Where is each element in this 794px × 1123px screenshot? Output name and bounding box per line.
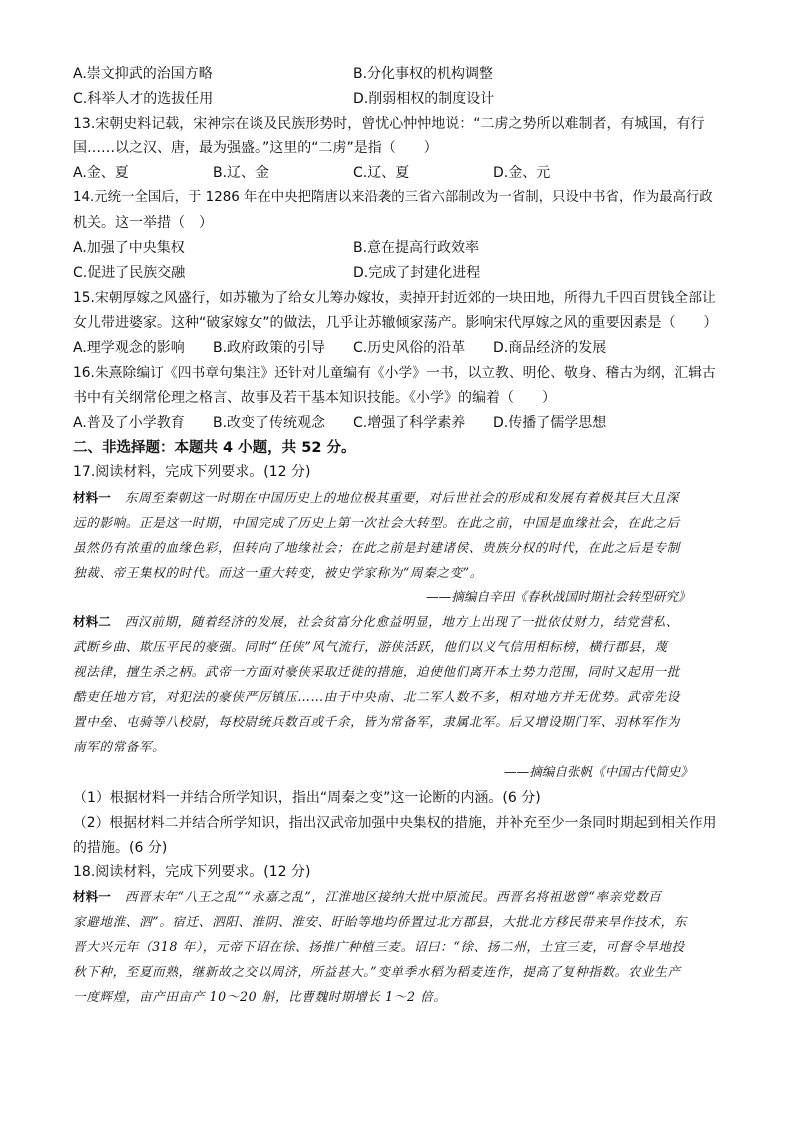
q12-option-d: D.削弱相权的制度设计 <box>353 91 495 107</box>
q13-option-a: A.金、夏 <box>73 165 129 181</box>
q15-option-c: C.历史风俗的沿革 <box>353 340 466 356</box>
q16-option-c: C.增强了科学素养 <box>353 415 466 431</box>
q18-material1-line2: 家避地淮、泗”。宿迁、泗阳、淮阴、淮安、盱眙等地均侨置过北方郡县，大批北方移民带来旱作技术，东 <box>73 914 687 929</box>
q17-material1-line2: 远的影响。正是这一时期，中国完成了历史上第一次社会大转型。在此之前，中国是血缘社会，在此之后 <box>73 515 680 530</box>
q13-stem-line2: 国……以之汉、唐，最为强盛。”这里的“二虏”是指（ ） <box>73 140 438 156</box>
q17-material1-line3: 虽然仍有浓重的血缘色彩，但转向了地缘社会；在此之前是封建诸侯、贵族分权的时代，在此之后是专制 <box>73 540 680 555</box>
q16-option-b: B.改变了传统观念 <box>213 415 326 431</box>
q15-stem-line1: 15.宋朝厚嫁之风盛行，如苏辙为了给女儿筹办嫁妆，卖掉开封近郊的一块田地，所得九千四百贯钱全部让 <box>73 290 716 306</box>
q17-material2-source: ——摘编自张帆《中国古代简史》 <box>504 764 693 779</box>
q14-option-c: C.促进了民族交融 <box>73 265 186 281</box>
q17-material2-label: 材料二 <box>73 614 111 629</box>
q13-option-b: B.辽、金 <box>213 165 270 181</box>
q13-option-c: C.辽、夏 <box>353 165 410 181</box>
q18-material1-line3: 晋大兴元年（318 年），元帝下诏在徐、扬推广种植三麦。诏曰：“徐、扬二州，土宜三麦，可督令旱地投 <box>73 939 685 954</box>
q12-option-c: C.科举人才的选拔任用 <box>73 91 214 107</box>
q12-option-a: A.崇文抑武的治国方略 <box>73 66 213 82</box>
q12-option-b: B.分化事权的机构调整 <box>353 66 494 82</box>
q18-material1-line5: 一度辉煌，亩产田亩产 10～20 斛，比曹魏时期增长 1～2 倍。 <box>73 989 447 1004</box>
q18-stem: 18.阅读材料，完成下列要求。(12 分) <box>73 864 311 880</box>
q15-option-a: A.理学观念的影响 <box>73 340 185 356</box>
q13-stem-line1: 13.宋朝史料记载，宋神宗在谈及民族形势时，曾忧心忡忡地说：“二虏之势所以难制者，有城国，有行 <box>73 116 705 132</box>
section-2-heading: 二、非选择题：本题共 4 小题，共 52 分。 <box>73 440 356 456</box>
q18-material1-line4: 秋下种，至夏而熟，继新故之交以周济，所益甚大。”变单季水稻为稻麦连作，提高了复种指数。农业生产 <box>73 964 681 979</box>
q16-option-d: D.传播了儒学思想 <box>493 415 607 431</box>
q17-material2-line1: 材料二 西汉前期，随着经济的发展，社会贫富分化愈益明显，地方上出现了一批依仗财力，结党营私、 <box>73 614 679 629</box>
q15-stem-line2: 女儿带进婆家。这种“破家嫁女”的做法，几乎让苏辙倾家荡产。影响宋代厚嫁之风的重要因素是（ ） <box>73 315 718 331</box>
q15-option-b: B.政府政策的引导 <box>213 340 326 356</box>
q16-stem-line1: 16.朱熹除编订《四书章句集注》还针对儿童编有《小学》一书，以立教、明伦、敬身、稽古为纲，汇辑古 <box>73 365 716 381</box>
q17-material1-label: 材料一 <box>73 490 111 505</box>
q17-material2-line6: 南军的常备军。 <box>73 739 166 754</box>
q17-subquestion1: （1）根据材料一并结合所学知识，指出“周秦之变”这一论断的内涵。(6 分) <box>73 790 541 806</box>
q17-material2-line4: 酷吏任地方官，对犯法的豪侠严厉镇压……由于中央南、北二军人数不多，相对地方并无优势。武帝先设 <box>73 689 680 704</box>
q14-stem-line2: 机关。这一举措（ ） <box>73 215 213 231</box>
q14-option-b: B.意在提高行政效率 <box>353 240 480 256</box>
q17-subquestion2-line1: （2）根据材料二并结合所学知识，指出汉武帝加强中央集权的措施，并补充至少一条同时期起到相关作用 <box>73 815 717 831</box>
q17-material1-line1: 材料一 东周至秦朝这一时期在中国历史上的地位极其重要，对后世社会的形成和发展有着极其巨大且深 <box>73 490 679 505</box>
q17-material2-line3: 视法律，擅生杀之柄。武帝一方面对豪侠采取迁徙的措施，迫使他们离开本土势力范围，同时又起用一批 <box>73 664 680 679</box>
q17-material2-line5: 置中垒、屯骑等八校尉，每校尉统兵数百或千余，皆为常备军，隶属北军。后又增设期门军、羽林军作为 <box>73 714 680 729</box>
q17-subquestion2-line2: 的措施。(6 分) <box>73 840 168 856</box>
q17-stem: 17.阅读材料，完成下列要求。(12 分) <box>73 464 311 480</box>
q14-stem-line1: 14.元统一全国后，于 1286 年在中央把隋唐以来沿袭的三省六部制改为一省制，只设中书省，作为最高行政 <box>73 190 713 205</box>
q15-option-d: D.商品经济的发展 <box>493 340 607 356</box>
q18-material1-label: 材料一 <box>73 889 111 904</box>
q14-option-d: D.完成了封建化进程 <box>353 265 481 281</box>
q17-material2-line2: 武断乡曲、欺压平民的豪强。同时“任侠”风气流行，游侠活跃，他们以义气信用相标榜，横行郡县，蔑 <box>73 639 668 654</box>
q18-material1-line1: 材料一 西晋末年“八王之乱”“永嘉之乱”，江淮地区接纳大批中原流民。西晋名将祖逖曾“率亲党数百 <box>73 889 662 904</box>
q13-option-d: D.金、元 <box>493 165 551 181</box>
q17-material1-line4: 独裁、帝王集权的时代。而这一重大转变，被史学家称为“周秦之变”。 <box>73 565 483 580</box>
q16-stem-line2: 书中有关纲常伦理之格言、故事及若干基本知识技能。《小学》的编着（ ） <box>73 390 556 406</box>
q16-option-a: A.普及了小学教育 <box>73 415 185 431</box>
q14-option-a: A.加强了中央集权 <box>73 240 185 256</box>
q17-material1-source: ——摘编自辛田《春秋战国时期社会转型研究》 <box>426 589 691 604</box>
